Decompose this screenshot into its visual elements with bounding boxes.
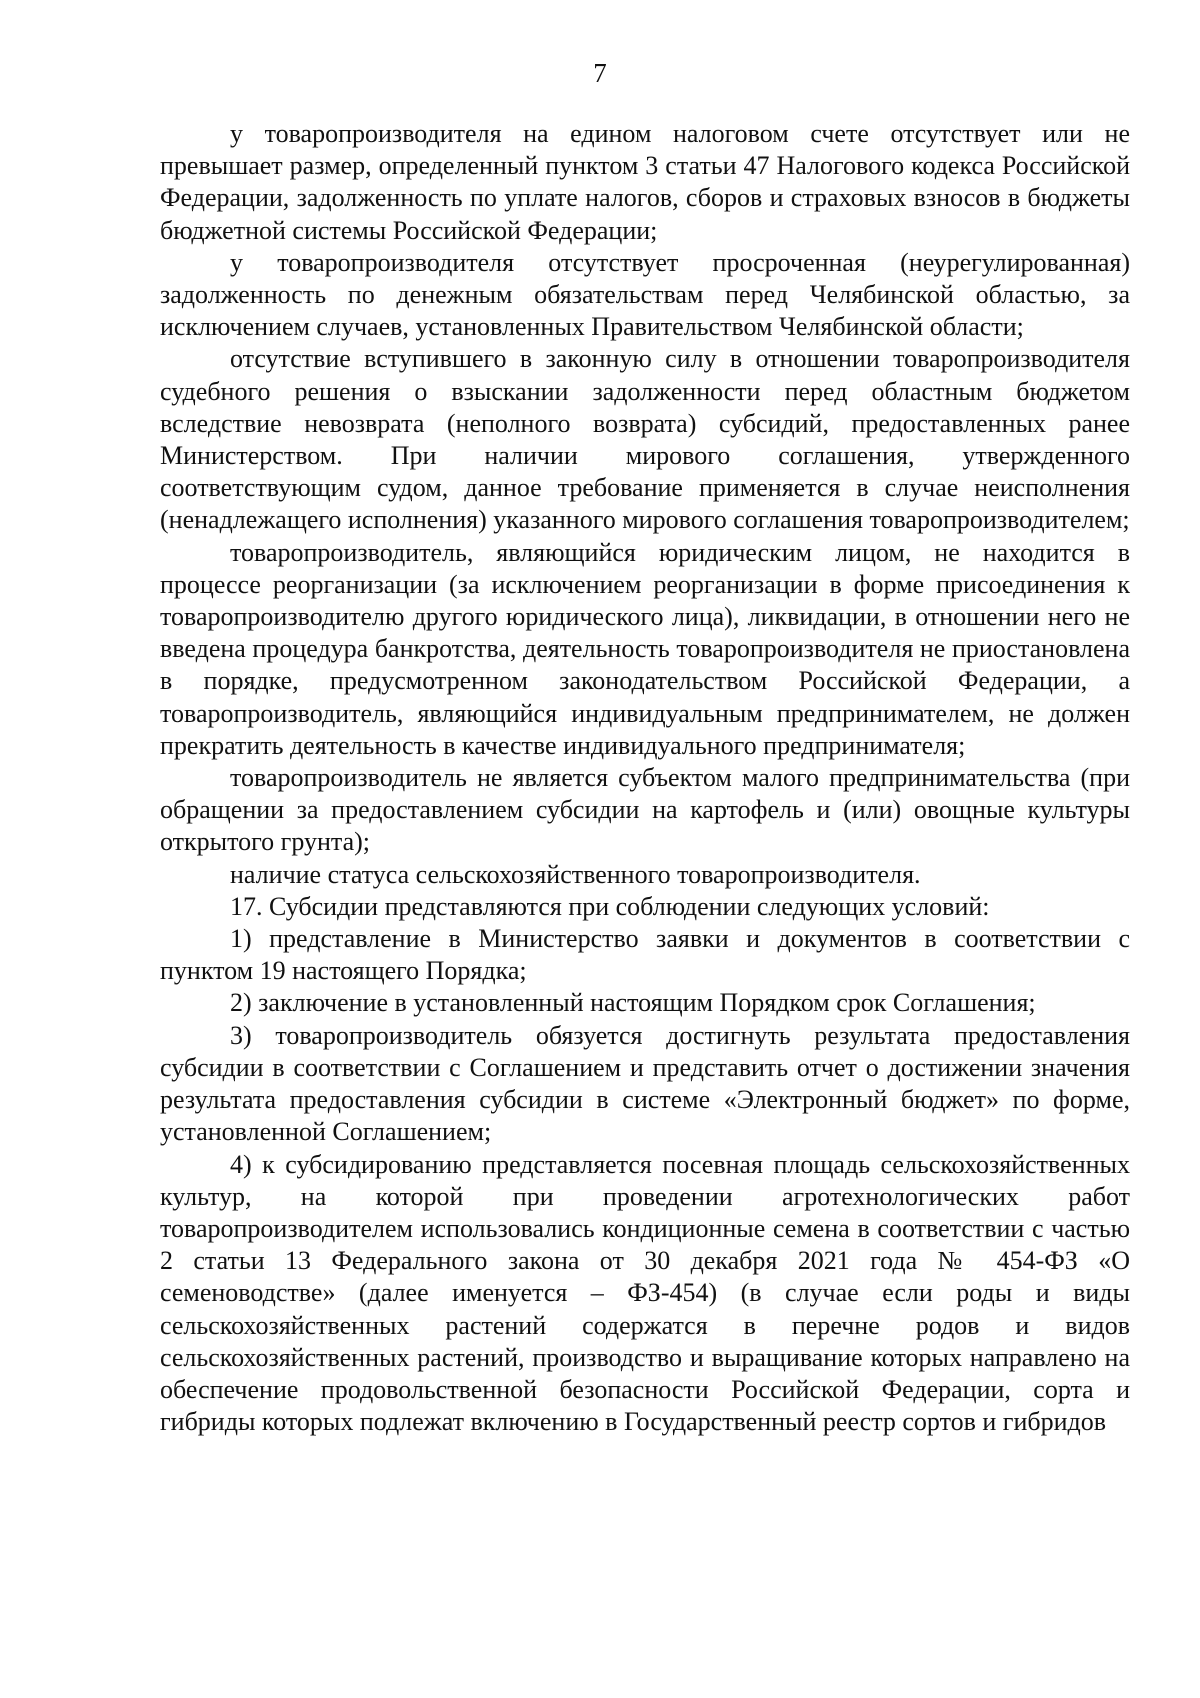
paragraph-court-decision: отсутствие вступившего в законную силу в отношении товаропроизводителя судебного решения о взыскании задолженности перед областным бюджетом вследствие невозврата (неполного возврата) субсидий, предоставленных ранее Министерством. При наличии мирового соглашения, утвержденного соответствующим судом, данное требование применяется в случае неисполнения (ненадлежащего исполнения) указанного мирового соглашения товаропроизводителем; (160, 344, 1130, 535)
paragraph-condition-4: 4) к субсидированию представляется посевная площадь сельскохозяйственных культур, на которой при проведении агротехнологических работ товаропроизводителем использовались кондиционные семена в соответствии с частью 2 статьи 13 Федерального закона от 30 декабря 2021 года № 454-ФЗ «О семеноводстве» (далее именуется – ФЗ-454) (в случае если роды и виды сельскохозяйственных растений содержатся в перечне родов и видов сельскохозяйственных растений, производство и выращивание которых направлено на обеспечение продовольственной безопасности Российской Федерации, сорта и гибриды которых подлежат включению в Государственный реестр сортов и гибридов (160, 1149, 1130, 1437)
document-body (160, 118, 1130, 1438)
paragraph-condition-3: 3) товаропроизводитель обязуется достигнуть результата предоставления субсидии в соответствии с Соглашением и представить отчет о достижении значения результата предоставления субсидии в системе «Электронный бюджет» по форме, установленной Соглашением; (160, 1020, 1130, 1147)
paragraph-reorganization: товаропроизводитель, являющийся юридическим лицом, не находится в процессе реорганизации (за исключением реорганизации в форме присоединения к товаропроизводителю другого юридического лица), ликвидации, в отношении него не введена процедура банкротства, деятельность товаропроизводителя не приостановлена в порядке, предусмотренном законодательством Российской Федерации, а товаропроизводитель, являющийся индивидуальным предпринимателем, не должен прекратить деятельность в качестве индивидуального предпринимателя; (160, 537, 1130, 760)
page-number: 7 (593, 58, 607, 88)
paragraph-condition-1: 1) представление в Министерство заявки и документов в соответствии с пунктом 19 настоящего Порядка; (160, 924, 1130, 986)
paragraph-condition-2: 2) заключение в установленный настоящим Порядком срок Соглашения; (230, 988, 1036, 1018)
paragraph-overdue-debt: у товаропроизводителя отсутствует просроченная (неурегулированная) задолженность по денежным обязательствам перед Челябинской областью, за исключением случаев, установленных Правительством Челябинской области; (160, 247, 1130, 342)
paragraph-tax-debt: у товаропроизводителя на едином налоговом счете отсутствует или не превышает размер, определенный пунктом 3 статьи 47 Налогового кодекса Российской Федерации, задолженность по уплате налогов, сборов и страховых взносов в бюджеты бюджетной системы Российской Федерации; (160, 119, 1130, 245)
paragraph-agri-status: наличие статуса сельскохозяйственного товаропроизводителя. (230, 859, 921, 889)
paragraph-small-business: товаропроизводитель не является субъектом малого предпринимательства (при обращении за предоставлением субсидии на картофель и (или) овощные культуры открытого грунта); (160, 763, 1130, 857)
paragraph-section-17: 17. Субсидии представляются при соблюдении следующих условий: (230, 891, 990, 921)
